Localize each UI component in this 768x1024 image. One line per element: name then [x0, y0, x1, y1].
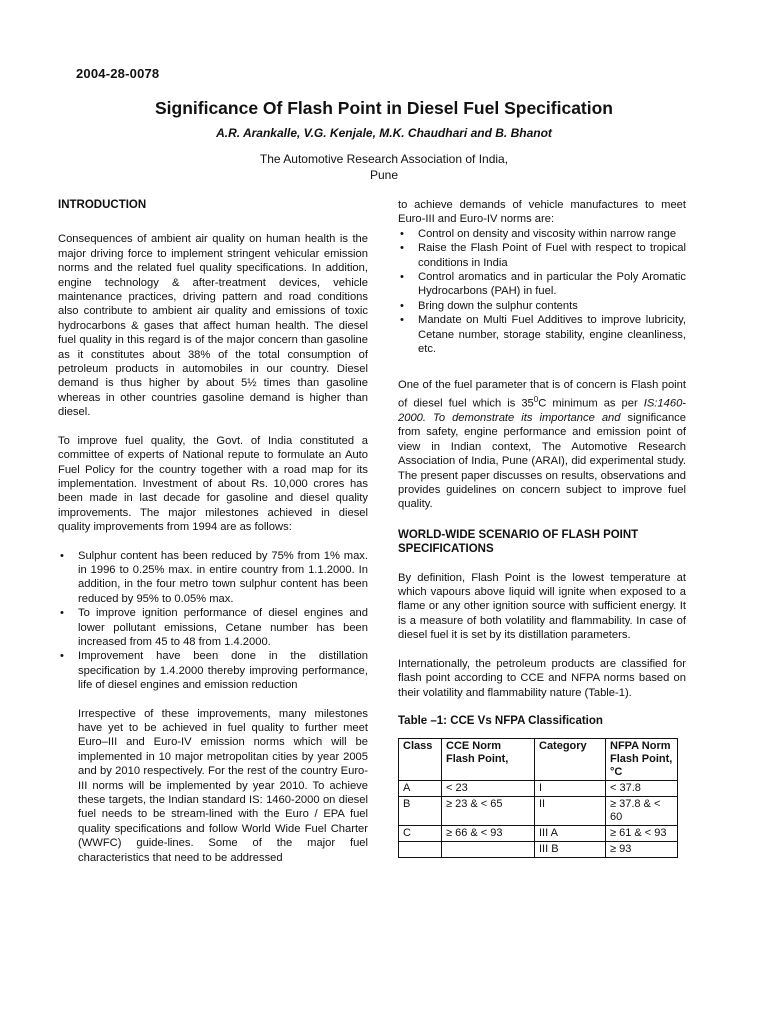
table-cell: B — [399, 797, 442, 826]
bullet-icon: • — [400, 299, 404, 312]
table-cell: < 37.8 — [606, 781, 678, 797]
affiliation — [0, 151, 768, 183]
bullet-icon: • — [400, 242, 404, 255]
bullet-icon: • — [60, 650, 64, 663]
authors: A.R. Arankalle, V.G. Kenjale, M.K. Chaudhari and B. Bhanot — [216, 126, 552, 140]
table-header-cell: CCE Norm Flash Point, — [442, 739, 535, 781]
left-column — [58, 198, 368, 879]
introduction-heading: INTRODUCTION — [58, 199, 147, 211]
list-item — [400, 299, 686, 313]
list-item — [60, 549, 368, 607]
table-cell — [399, 842, 442, 858]
definition-paragraph: By definition, Flash Point is the lowest temperature at which vapours above liquid will ignite when exposed to a flame or any other ignition source with sufficient energy. It is a measure of both volatility and flammability. In case of diesel fuel it is set by its distillation parameters. — [398, 571, 686, 642]
list-item-text: Raise the Flash Point of Fuel with respect to tropical conditions in India — [418, 242, 686, 269]
flash-point-paragraph — [398, 378, 686, 511]
list-item-text: Control aromatics and in particular the Poly Aromatic Hydrocarbons (PAH) in fuel. — [418, 271, 686, 298]
intro-paragraph-1: Consequences of ambient air quality on human health is the major driving force to implement stringent vehicular emission norms and the related fuel quality specifications. In addition, engine technology & after-treatment devices, vehicle maintenance practices, driving pattern and road conditions also contribute to ambient air quality and emissions of toxic hydrocarbons & gases that affect human health. The diesel fuel quality in this regard is of the major concern than gasoline as it constitutes about 38% of the total consumption of petroleum products in automobiles in our country. Diesel demand is thus higher by about 5½ times than gasoline whereas in other countries gasoline demand is higher than diesel. — [58, 233, 368, 419]
table-cell: ≥ 23 & < 65 — [442, 797, 535, 826]
right-column — [398, 198, 686, 858]
table-header-cell: NFPA Norm Flash Point, °C — [606, 739, 678, 781]
bullet-icon: • — [400, 314, 404, 327]
flash-point-text-b: C minimum as per — [538, 397, 644, 410]
bullet-icon: • — [400, 271, 404, 284]
list-item-text: Bring down the sulphur contents — [418, 299, 578, 312]
bullet-icon: • — [60, 549, 64, 562]
classification-paragraph: Internationally, the petroleum products are classified for flash point according to CCE and NFPA norms based on their volatility and flammability nature (Table-1). — [398, 657, 686, 699]
table-header-cell: Category — [535, 739, 606, 781]
fuel-characteristics-list — [398, 227, 686, 357]
table-cell: ≥ 93 — [606, 842, 678, 858]
list-item — [60, 649, 368, 692]
table-cell: ≥ 37.8 & < 60 — [606, 797, 678, 826]
table-cell: III B — [535, 842, 606, 858]
table-cell: C — [399, 826, 442, 842]
list-item — [400, 270, 686, 299]
table-cell: III A — [535, 826, 606, 842]
table-header-cell: Class — [399, 739, 442, 781]
table-caption: Table –1: CCE Vs NFPA Classification — [398, 714, 603, 727]
table-row — [399, 842, 678, 858]
intro-paragraph-2: To improve fuel quality, the Govt. of India constituted a committee of experts of National repute to formulate an Auto Fuel Policy for the country together with a road map for its implementation. Investment of about Rs. 10,000 crores has been made in last decade for gasoline and diesel quality improvements. The major milestones achieved in diesel quality improvements from 1994 are as follows: — [58, 434, 368, 534]
paper-id: 2004-28-0078 — [76, 66, 160, 81]
intro-paragraph-3: Irrespective of these improvements, many milestones have yet to be achieved in fuel quality to further meet Euro–III and Euro-IV emission norms which will be implemented in 10 major metropolitan cities by year 2005 and by 2010 respectively. For the rest of the country Euro-III norms will be implemented by year 2010. To achieve these targets, the Indian standard IS: 1460-2000 on diesel fuel needs to be stream-lined with the Euro / EPA fuel quality specifications and follow World Wide Fuel Charter (WWFC) guide-lines. Some of the major fuel characteristics that need to be addressed — [78, 707, 368, 864]
list-item — [400, 227, 686, 241]
table-row — [399, 797, 678, 826]
table-cell: I — [535, 781, 606, 797]
world-wide-scenario-heading: WORLD-WIDE SCENARIO OF FLASH POINT SPECIFICATIONS — [398, 528, 639, 556]
table-cell: < 23 — [442, 781, 535, 797]
list-item — [60, 606, 368, 649]
classification-table — [398, 738, 678, 858]
bullet-icon: • — [400, 227, 404, 240]
right-intro-text: to achieve demands of vehicle manufactures to meet Euro-III and Euro-IV norms are: — [398, 199, 686, 226]
milestones-list — [58, 549, 368, 693]
list-item-text: To improve ignition performance of diesel engines and lower pollutant emissions, Cetane number has been increased from 45 to 48 from 1.4.2000. — [78, 607, 368, 648]
bullet-icon: • — [60, 607, 64, 620]
table-cell: ≥ 66 & < 93 — [442, 826, 535, 842]
list-item-text: Mandate on Multi Fuel Additives to improve lubricity, Cetane number, storage stability, engine cleanliness, etc. — [418, 314, 686, 356]
table-cell: ≥ 61 & < 93 — [606, 826, 678, 842]
list-item — [400, 241, 686, 270]
table-cell — [442, 842, 535, 858]
table-cell: II — [535, 797, 606, 826]
table-row — [399, 826, 678, 842]
list-item-text: Control on density and viscosity within narrow range — [418, 227, 677, 240]
list-item — [400, 313, 686, 356]
table-cell: A — [399, 781, 442, 797]
degree-superscript: 0 — [533, 394, 539, 404]
flash-point-text-c: significance from safety, engine performance and emission point of view in Indian context, The Automotive Research Association of India, Pune (ARAI), did experimental study. The present paper discusses on results, observations and provides guidelines on concern subject to improve fuel quality. — [398, 412, 686, 511]
affiliation-line-2: Pune — [369, 168, 399, 182]
table-header-row — [399, 739, 678, 781]
table-row — [399, 781, 678, 797]
list-item-text: Sulphur content has been reduced by 75% from 1% max. in 1996 to 0.25% max. in entire country from 1.1.2000. In addition, in the four metro town sulphur content has been reduced by 95% to 0.05% max. — [78, 549, 368, 605]
paper-title: Significance Of Flash Point in Diesel Fuel Specification — [154, 98, 613, 118]
flash-point-text-italic: IS:1460-2000. To demonstrate its importance and — [398, 397, 687, 425]
affiliation-line-1: The Automotive Research Association of India, — [259, 152, 509, 166]
list-item-text: Improvement have been done in the distillation specification by 1.4.2000 thereby improving performance, life of diesel engines and emission reduction — [78, 650, 368, 692]
flash-point-text-a: One of the fuel parameter that is of concern is Flash point of diesel fuel which is 35 — [398, 379, 686, 410]
